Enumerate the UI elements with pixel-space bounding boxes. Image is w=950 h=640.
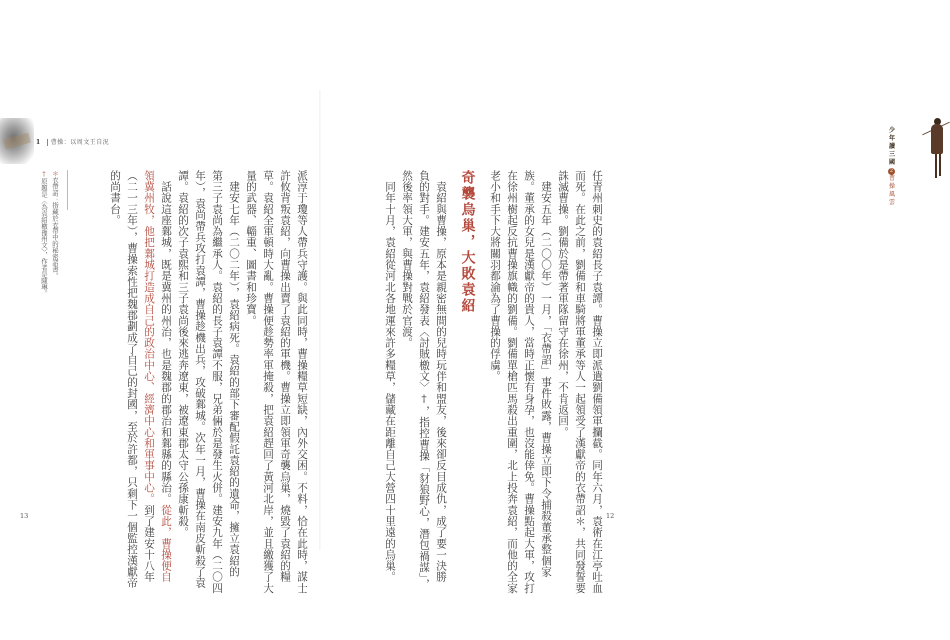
volume-badge: 2 [889, 168, 894, 174]
right-body-text [381, 170, 605, 594]
text-column: 負的對手。建安五年，袁紹發表〈討賊檄文〉†，指控曹操「豺狼野心，潛包禍謀」， [418, 170, 430, 590]
corner-illustration-left [0, 118, 34, 164]
text-column: 袁紹與曹操，原本是親密無間的兒時玩伴和盟友，後來卻反目成仇，成了要一決勝 [435, 170, 447, 583]
section-heading: 奇襲烏巢，大敗袁紹 [459, 170, 476, 314]
footnotes [38, 170, 60, 360]
text-column: 領冀州牧，他把鄴城打造成自己的政治中心、經濟中心和軍事中心。到了建安十八年 [143, 170, 155, 583]
text-column: （二一三年），曹操索性把魏郡劃成了自己的封國，至於許都，只剩下一個監控漢獻帝 [126, 170, 138, 589]
warrior-illustration [925, 114, 949, 184]
text-column: 派淳于瓊等人帶兵守護。與此同時，曹操糧草短缺，內外交困。不料，恰在此時，謀士 [296, 170, 308, 594]
running-head-right [888, 127, 895, 207]
text-column: 老小和手下大將關羽都淪為了曹操的俘虜。 [489, 170, 501, 382]
text-column: 任青州刺史的袁紹長子袁譚。曹操立即派遣劉備領軍攔截。同年六月，袁術在江亭吐血 [591, 170, 603, 594]
page-number-left: 13 [20, 512, 29, 520]
left-page [0, 0, 320, 640]
highlight-text: 領冀州牧，他把鄴城打造成自己的政治中心、經濟中心和軍事中心。 [143, 170, 155, 505]
text-column: 而死。在此之前，劉備和車騎將軍董承等人一起領受了漢獻帝的衣帶詔＊，共同發誓要 [574, 170, 586, 594]
chapter-title: 曹操：以周文王自況 [50, 139, 110, 146]
header-divider [47, 139, 48, 146]
text-column: 的尚書台。 [109, 170, 121, 226]
text-column: 然後率領大軍，與曹操對戰於官渡。 [401, 170, 413, 349]
text-column: 年），袁尚帶兵攻打袁譚，曹操趁機出兵，攻破鄴城。次年一月，曹操在南皮斬殺了袁 [194, 170, 206, 589]
text-column: 建安五年（二〇〇年）一月，「衣帶詔」事件敗露，曹操立即下令捕殺董承整個家 [540, 170, 552, 578]
text-column: 第三子袁尚為繼承人。袁紹的長子袁譚不服，兄弟倆於是發生火併。建安九年（二〇四 [211, 170, 223, 594]
footnote-rule [67, 170, 68, 210]
text-column: 在徐州樹起反抗曹操旗幟的劉備。劉備單槍匹馬殺出重圍，北上投奔袁紹，而他的全家 [506, 170, 518, 594]
volume-subtitle: 曹操風雲 [888, 175, 895, 206]
running-head-left [36, 137, 109, 146]
page-number-right: 12 [606, 512, 615, 520]
text-column: 許攸背叛袁紹，向曹操出賣了袁紹的軍機。曹操立即領軍奇襲烏巢，燒毀了袁紹的糧 [279, 170, 291, 583]
text-column: 話說這座鄴城，既是冀州的州治，也是魏郡的郡治和鄴縣的縣治。從此，曹操便自 [160, 170, 172, 583]
left-body-text [90, 170, 310, 594]
text-column: 草。袁紹全軍頓時大亂。曹操便趁勢率軍掩殺，把袁紹趕回了黃河北岸，並且繳獲了大 [262, 170, 274, 594]
footnote-1: ＊衣帶詔：指藏於衣帶中的秘密詔書。 [51, 170, 59, 279]
footnote-2: †原題是〈為袁紹檄豫州文〉，作者是陳琳。 [40, 170, 48, 297]
highlight-text: 從此，曹操便自 [160, 504, 172, 583]
series-title: 少年讀三國 [888, 127, 895, 166]
text-column: 族。董承的女兒是漢獻帝的貴人，當時正懷有身孕，也沒能倖免。曹操點起大軍，攻打 [523, 170, 535, 594]
text-column: 誅滅曹操。劉備於是帶著軍隊留守在徐州，不肯返回。 [557, 170, 569, 438]
text-column: 同年十月，袁紹從河北各地運來許多糧草，儲藏在距離自己大營四十里遠的烏巢。 [384, 170, 396, 583]
text-column: 譚。袁紹的次子袁熙和三子袁尚後來逃奔遼東，被遼東郡太守公孫康斬殺。 [177, 170, 189, 538]
text-column: 建安七年（二〇二年），袁紹病死。袁紹的部下審配假託袁紹的遺命，擁立袁紹的 [228, 170, 240, 578]
text-column: 量的武器、輜重、圖書和珍寶。 [245, 170, 257, 327]
chapter-number: 1 [36, 139, 41, 146]
